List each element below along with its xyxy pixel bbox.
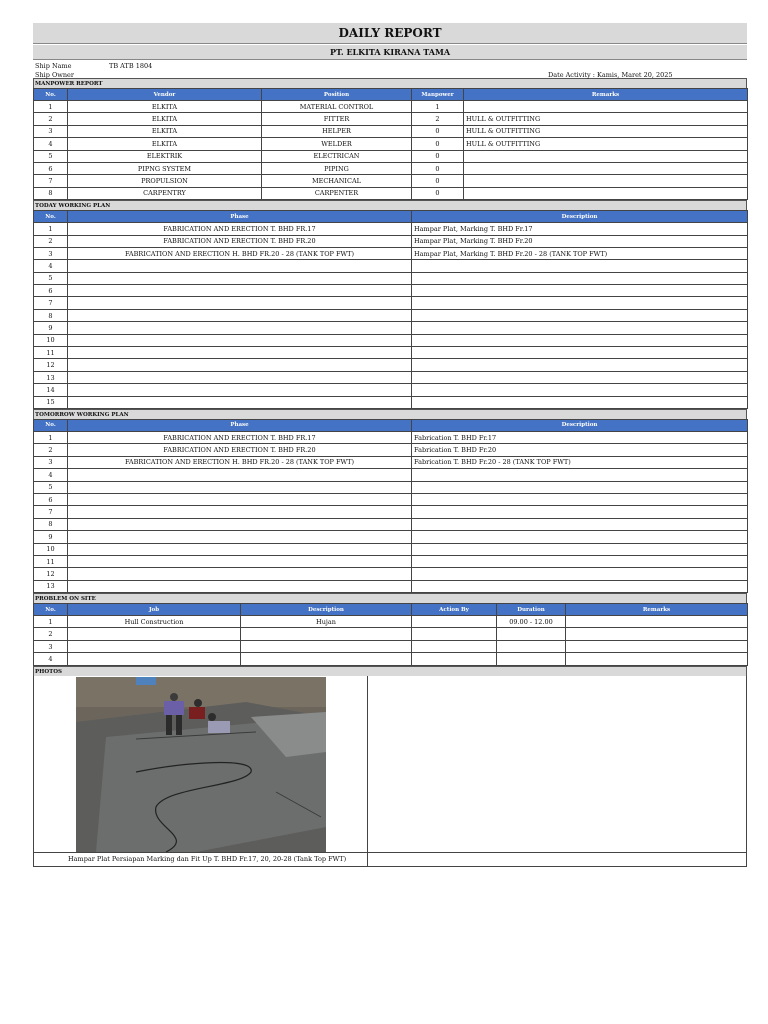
table-cell	[412, 334, 748, 346]
problem-col-remarks: Remarks	[566, 604, 748, 616]
table-cell: 1	[34, 223, 68, 235]
table-cell	[497, 653, 566, 665]
table-row	[34, 568, 748, 580]
problem-col-description: Description	[241, 604, 412, 616]
table-cell	[497, 640, 566, 652]
table-row	[34, 653, 748, 665]
manpower-table	[33, 88, 748, 200]
table-row	[34, 431, 748, 443]
table-row	[34, 493, 748, 505]
today-plan-table	[33, 210, 748, 409]
table-cell: 8	[34, 187, 68, 199]
table-cell	[68, 334, 412, 346]
table-row	[34, 456, 748, 468]
table-cell: ELKITA	[68, 138, 262, 150]
table-cell	[566, 653, 748, 665]
table-cell	[68, 297, 412, 309]
table-cell: FABRICATION AND ERECTION H. BHD FR.20 - 28 (TANK TOP FWT)	[68, 247, 412, 259]
table-cell	[68, 322, 412, 334]
table-cell: MECHANICAL	[262, 175, 412, 187]
table-cell	[68, 568, 412, 580]
table-cell: ELECTRICAN	[262, 150, 412, 162]
table-row	[34, 322, 748, 334]
table-cell: PIPING	[262, 162, 412, 174]
company-name: PT. ELKITA KIRANA TAMA	[33, 45, 747, 60]
table-cell	[68, 481, 412, 493]
ship-owner-label: Ship Owner	[35, 71, 74, 79]
table-cell: HULL & OUTFITTING	[464, 138, 748, 150]
table-cell: 5	[34, 150, 68, 162]
table-cell: FITTER	[262, 113, 412, 125]
table-cell: 2	[34, 628, 68, 640]
table-cell	[464, 162, 748, 174]
table-cell	[412, 653, 497, 665]
table-cell: 1	[34, 101, 68, 113]
manpower-col-position: Position	[262, 89, 412, 101]
table-cell	[241, 653, 412, 665]
problem-section-title: PROBLEM ON SITE	[33, 593, 747, 603]
photo-caption-empty-cell	[368, 852, 746, 866]
table-cell: CARPENTER	[262, 187, 412, 199]
table-cell: 12	[34, 568, 68, 580]
table-row	[34, 138, 748, 150]
table-cell: FABRICATION AND ERECTION T. BHD FR.20	[68, 235, 412, 247]
table-cell	[68, 371, 412, 383]
table-cell	[68, 506, 412, 518]
table-cell	[412, 309, 748, 321]
today-col-description: Description	[412, 211, 748, 223]
photo-caption: Hampar Plat Persiapan Marking dan Fit Up T. BHD Fr.17, 20, 20-28 (Tank Top FWT)	[34, 852, 367, 865]
table-row	[34, 555, 748, 567]
table-cell	[412, 371, 748, 383]
table-row	[34, 285, 748, 297]
table-cell	[412, 260, 748, 272]
table-cell	[412, 272, 748, 284]
table-row	[34, 187, 748, 199]
problem-col-no: No.	[34, 604, 68, 616]
problem-table	[33, 603, 748, 666]
table-cell: 0	[412, 125, 464, 137]
table-cell: 0	[412, 138, 464, 150]
table-cell: 5	[34, 481, 68, 493]
table-cell: PROPULSION	[68, 175, 262, 187]
table-row	[34, 347, 748, 359]
table-cell	[68, 531, 412, 543]
table-cell	[68, 555, 412, 567]
table-cell	[68, 469, 412, 481]
table-row	[34, 101, 748, 113]
table-cell	[412, 506, 748, 518]
table-cell: 3	[34, 247, 68, 259]
tomorrow-col-no: No.	[34, 419, 68, 431]
table-cell: Hampar Plat, Marking T. BHD Fr.20	[412, 235, 748, 247]
table-cell: 8	[34, 518, 68, 530]
table-cell	[241, 628, 412, 640]
table-cell	[68, 359, 412, 371]
table-cell	[412, 396, 748, 408]
table-cell	[566, 616, 748, 628]
table-cell	[464, 175, 748, 187]
problem-col-duration: Duration	[497, 604, 566, 616]
table-cell	[464, 187, 748, 199]
table-cell	[412, 580, 748, 592]
tomorrow-plan-table	[33, 419, 748, 593]
table-cell: 4	[34, 469, 68, 481]
table-row	[34, 580, 748, 592]
table-cell	[412, 628, 497, 640]
table-cell	[566, 628, 748, 640]
photos-area	[33, 676, 747, 867]
manpower-col-manpower: Manpower	[412, 89, 464, 101]
table-cell: 2	[34, 235, 68, 247]
table-cell: CARPENTRY	[68, 187, 262, 199]
table-cell	[464, 150, 748, 162]
table-cell: 3	[34, 125, 68, 137]
report-info	[33, 60, 747, 78]
table-cell	[68, 347, 412, 359]
photo-cell	[34, 676, 368, 866]
table-cell	[412, 640, 497, 652]
table-row	[34, 640, 748, 652]
table-row	[34, 616, 748, 628]
table-cell: 2	[34, 444, 68, 456]
table-cell: 8	[34, 309, 68, 321]
table-cell: Hujan	[241, 616, 412, 628]
table-cell	[68, 272, 412, 284]
manpower-col-no: No.	[34, 89, 68, 101]
table-cell: 10	[34, 334, 68, 346]
table-cell: FABRICATION AND ERECTION T. BHD FR.17	[68, 223, 412, 235]
tomorrow-col-phase: Phase	[68, 419, 412, 431]
table-cell: 7	[34, 175, 68, 187]
table-cell: Fabrication T. BHD Fr.17	[412, 431, 748, 443]
today-col-no: No.	[34, 211, 68, 223]
table-cell: MATERIAL CONTROL	[262, 101, 412, 113]
table-cell: 13	[34, 580, 68, 592]
table-cell	[412, 481, 748, 493]
table-row	[34, 481, 748, 493]
table-cell: Fabrication T. BHD Fr.20 - 28 (TANK TOP FWT)	[412, 456, 748, 468]
table-cell	[68, 260, 412, 272]
table-cell	[68, 653, 241, 665]
table-cell: WELDER	[262, 138, 412, 150]
table-cell: 1	[412, 101, 464, 113]
table-cell	[412, 285, 748, 297]
manpower-col-remarks: Remarks	[464, 89, 748, 101]
table-cell: 10	[34, 543, 68, 555]
table-row	[34, 297, 748, 309]
table-row	[34, 469, 748, 481]
ship-name-value: TB ATB 1804	[109, 62, 153, 70]
table-cell: Hampar Plat, Marking T. BHD Fr.17	[412, 223, 748, 235]
table-row	[34, 247, 748, 259]
table-cell: HULL & OUTFITTING	[464, 125, 748, 137]
date-activity-value: Kamis, Maret 20, 2025	[597, 71, 673, 79]
table-cell: 6	[34, 162, 68, 174]
table-cell: FABRICATION AND ERECTION T. BHD FR.20	[68, 444, 412, 456]
table-cell: 1	[34, 431, 68, 443]
table-cell: Fabrication T. BHD Fr.20	[412, 444, 748, 456]
table-row	[34, 518, 748, 530]
table-cell: 15	[34, 396, 68, 408]
table-cell	[412, 543, 748, 555]
table-row	[34, 506, 748, 518]
table-cell: 2	[412, 113, 464, 125]
table-cell	[412, 297, 748, 309]
table-cell	[68, 628, 241, 640]
table-cell	[412, 322, 748, 334]
table-row	[34, 175, 748, 187]
manpower-col-vendor: Vendor	[68, 89, 262, 101]
table-cell	[497, 628, 566, 640]
table-row	[34, 223, 748, 235]
table-cell	[68, 285, 412, 297]
table-cell	[68, 384, 412, 396]
table-cell: 5	[34, 272, 68, 284]
table-cell: 3	[34, 640, 68, 652]
table-row	[34, 444, 748, 456]
tomorrow-plan-section-title: TOMORROW WORKING PLAN	[33, 409, 747, 419]
daily-report-sheet	[33, 23, 747, 867]
table-cell	[68, 640, 241, 652]
table-cell	[241, 640, 412, 652]
table-cell	[412, 531, 748, 543]
table-cell: ELKITA	[68, 101, 262, 113]
problem-col-action-by: Action By	[412, 604, 497, 616]
table-cell: 1	[34, 616, 68, 628]
table-row	[34, 235, 748, 247]
table-cell	[68, 396, 412, 408]
table-cell: ELKITA	[68, 125, 262, 137]
table-cell: FABRICATION AND ERECTION H. BHD FR.20 - 28 (TANK TOP FWT)	[68, 456, 412, 468]
table-row	[34, 543, 748, 555]
today-col-phase: Phase	[68, 211, 412, 223]
table-row	[34, 272, 748, 284]
table-cell: PIPNG SYSTEM	[68, 162, 262, 174]
table-cell: 4	[34, 260, 68, 272]
table-cell: Hampar Plat, Marking T. BHD Fr.20 - 28 (TANK TOP FWT)	[412, 247, 748, 259]
table-cell: 3	[34, 456, 68, 468]
manpower-section-title: MANPOWER REPORT	[33, 78, 747, 88]
table-cell: HELPER	[262, 125, 412, 137]
today-plan-section-title: TODAY WORKING PLAN	[33, 200, 747, 210]
table-cell: 13	[34, 371, 68, 383]
table-cell	[566, 640, 748, 652]
table-row	[34, 371, 748, 383]
table-cell: 0	[412, 187, 464, 199]
table-cell: 7	[34, 506, 68, 518]
table-cell	[68, 309, 412, 321]
table-row	[34, 334, 748, 346]
table-row	[34, 150, 748, 162]
table-cell: ELEKTRIK	[68, 150, 262, 162]
table-cell: 6	[34, 493, 68, 505]
site-photo-image	[76, 677, 326, 852]
table-row	[34, 260, 748, 272]
table-cell	[412, 384, 748, 396]
table-cell	[412, 555, 748, 567]
table-cell: 9	[34, 531, 68, 543]
table-cell: 0	[412, 175, 464, 187]
table-cell: 4	[34, 138, 68, 150]
table-cell	[412, 469, 748, 481]
table-cell: 7	[34, 297, 68, 309]
table-cell	[464, 101, 748, 113]
table-row	[34, 162, 748, 174]
ship-name-label: Ship Name	[35, 62, 72, 70]
table-cell	[412, 359, 748, 371]
table-cell: 0	[412, 162, 464, 174]
table-cell: FABRICATION AND ERECTION T. BHD FR.17	[68, 431, 412, 443]
table-cell: 6	[34, 285, 68, 297]
date-activity-label: Date Activity :	[548, 71, 595, 79]
report-title: DAILY REPORT	[33, 23, 747, 44]
table-cell: 4	[34, 653, 68, 665]
table-cell: Hull Construction	[68, 616, 241, 628]
table-row	[34, 309, 748, 321]
table-cell: 12	[34, 359, 68, 371]
table-row	[34, 359, 748, 371]
table-cell: 14	[34, 384, 68, 396]
table-cell: 11	[34, 347, 68, 359]
table-cell	[412, 347, 748, 359]
table-row	[34, 628, 748, 640]
table-row	[34, 396, 748, 408]
table-cell: 11	[34, 555, 68, 567]
table-row	[34, 531, 748, 543]
table-row	[34, 125, 748, 137]
table-cell: HULL & OUTFITTING	[464, 113, 748, 125]
table-row	[34, 113, 748, 125]
table-cell	[68, 493, 412, 505]
table-cell: 09.00 - 12.00	[497, 616, 566, 628]
table-cell	[412, 616, 497, 628]
problem-col-job: Job	[68, 604, 241, 616]
table-cell	[68, 580, 412, 592]
table-cell	[412, 518, 748, 530]
table-row	[34, 384, 748, 396]
table-cell: 2	[34, 113, 68, 125]
site-photo	[76, 677, 326, 852]
table-cell	[68, 518, 412, 530]
tomorrow-col-description: Description	[412, 419, 748, 431]
table-cell	[412, 568, 748, 580]
table-cell	[412, 493, 748, 505]
table-cell	[68, 543, 412, 555]
table-cell: ELKITA	[68, 113, 262, 125]
photos-section-title: PHOTOS	[33, 666, 747, 676]
table-cell: 0	[412, 150, 464, 162]
table-cell: 9	[34, 322, 68, 334]
